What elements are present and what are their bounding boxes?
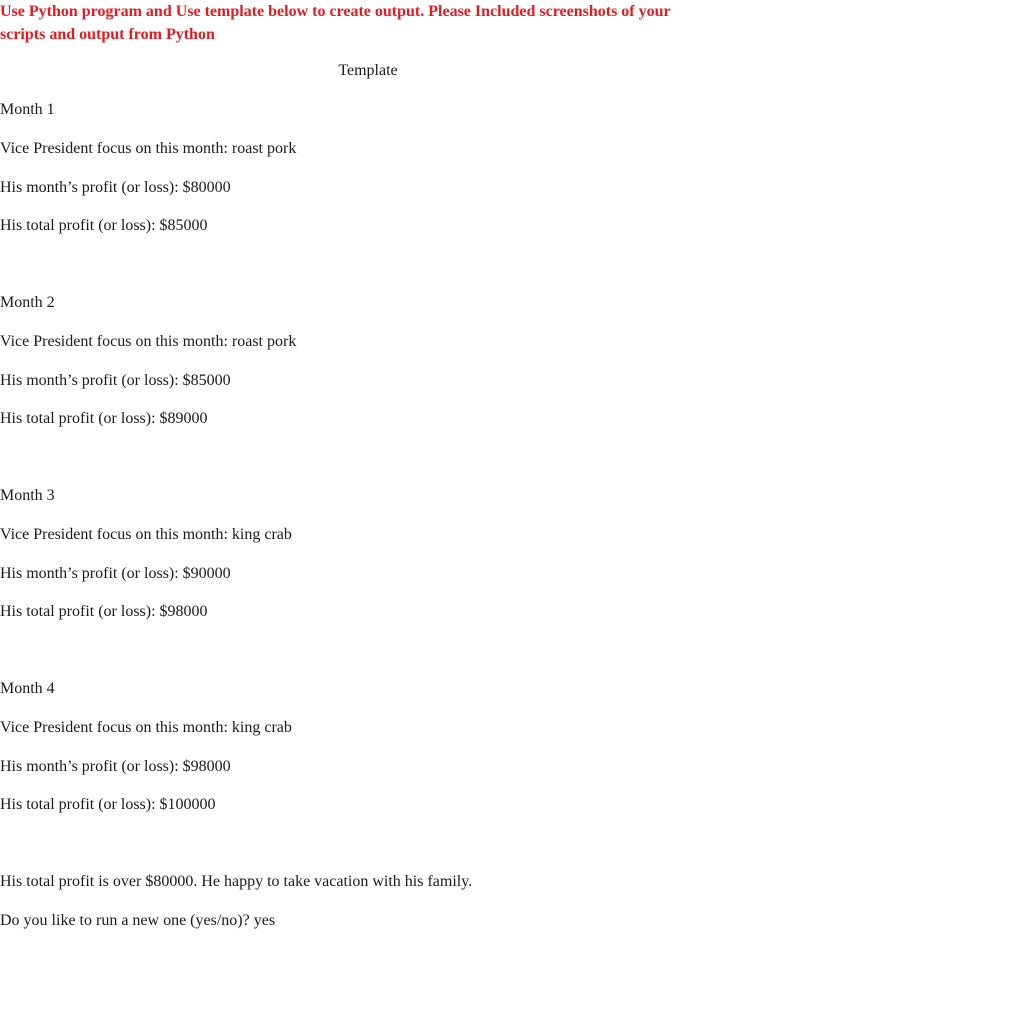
instructions-line-2: scripts and output from Python [0,26,215,43]
month-focus: Vice President focus on this month: roast pork [0,333,297,350]
total-profit: His total profit (or loss): $100000 [0,796,216,813]
summary-text: His total profit is over $80000. He happy to take vacation with his family. [0,873,473,890]
month-profit: His month’s profit (or loss): $98000 [0,758,231,775]
total-profit: His total profit (or loss): $98000 [0,603,208,620]
month-profit: His month’s profit (or loss): $85000 [0,372,231,389]
month-focus: Vice President focus on this month: king crab [0,719,292,736]
total-profit: His total profit (or loss): $89000 [0,410,208,427]
month-focus: Vice President focus on this month: roast pork [0,140,297,157]
total-profit: His total profit (or loss): $85000 [0,217,208,234]
run-again-prompt: Do you like to run a new one (yes/no)? yes [0,912,276,929]
template-title: Template [338,62,398,79]
month-label: Month 3 [0,487,55,504]
month-profit: His month’s profit (or loss): $90000 [0,565,231,582]
month-profit: His month’s profit (or loss): $80000 [0,179,231,196]
month-label: Month 2 [0,294,55,311]
month-focus: Vice President focus on this month: king crab [0,526,292,543]
instructions-heading [0,0,760,46]
instructions-line-1: Use Python program and Use template below to create output. Please Included screenshots of your [0,3,671,20]
month-label: Month 4 [0,680,55,697]
month-label: Month 1 [0,101,55,118]
